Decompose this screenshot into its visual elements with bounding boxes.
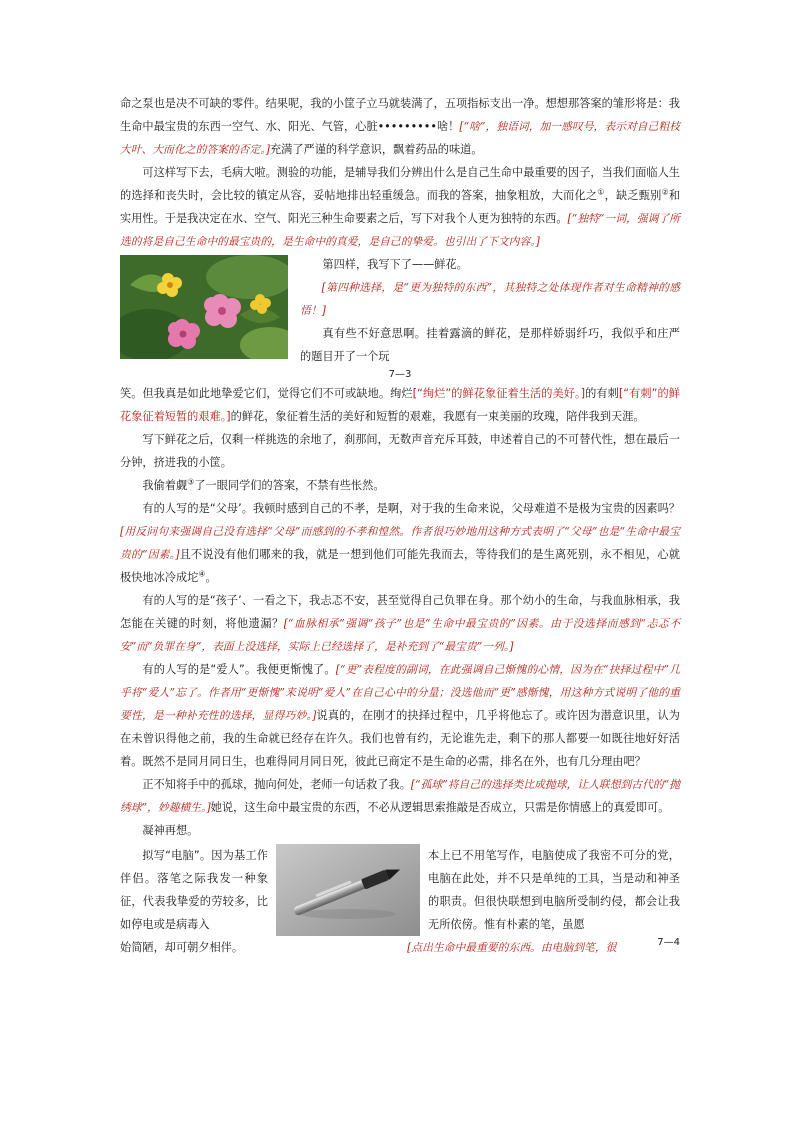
- paragraph-8: [120, 589, 680, 658]
- paragraph-10: [120, 773, 680, 819]
- annotation: [用反问句来强调自己没有选择“父母”而感到的不孝和惶然。作者很巧妙地用这种方式表明了“父母”也是“生命中最宝贵的”因素。]: [120, 525, 680, 561]
- paragraph-6: [120, 474, 680, 497]
- document-page: [120, 92, 680, 972]
- paragraph-5: 写下鲜花之后，仅剩一样挑选的余地了，刹那间，无数声音充斥耳鼓，申述着自己的不可替代性，想在最后一分钟，挤进我的小筐。: [120, 433, 680, 469]
- p4-text-c: 的有刺: [585, 387, 619, 400]
- page-number: 7—4: [657, 937, 680, 948]
- p2-text-b: ，缺乏甄别: [604, 189, 662, 202]
- p2-text-c: 和实用性。于是我决定在水、空气、阳光三种生命要素之后，写下对我个人更为独特的东西。: [120, 189, 681, 225]
- annotation: [“血脉相承”强调“孩子”也是“生命中最宝贵的”因素。由于没选择而感到“忐忑不安”而“负罪在身”，表面上没选择，实际上已经选择了，是补充到了“最宝贵”一列。]: [120, 617, 680, 653]
- p1-tail: 充满了严谨的科学意识，飘着药品的味道。: [269, 143, 483, 156]
- paragraph-11: 凝神再想。: [142, 824, 199, 837]
- paragraph-2: [120, 161, 680, 253]
- paragraph-4-start: 真有些不好意思啊。挂着露滴的鲜花，是那样娇弱纤巧，我似乎和庄严的题目开了一个玩: [300, 327, 680, 363]
- flowers-photo: [120, 255, 288, 359]
- annotation: [“孤球”将自己的选择类比成抛球，让人联想到古代的“抛绣球”，妙趣横生。]: [120, 778, 681, 814]
- p7-text-b: 且不说没有他们哪来的我，就是一想到他们可能先我而去，等待我们的是生离死别，永不相见，心就极快地冰冷成坨: [120, 548, 680, 584]
- pen-left-column: 拟写“电脑”。因为基工作伴侣。落笔之际我发一种象征，代表我挚爱的劳较多，比如停电或是病毒入: [120, 849, 268, 931]
- pen-photo: [276, 844, 420, 936]
- paragraph-3: 第四样，我写下了——鲜花。: [322, 258, 468, 271]
- annotation: [点出生命中最重要的东西。由电脑到笔，很: [407, 941, 617, 954]
- pen-right-column: [428, 844, 680, 950]
- annotation: [“独特”一词，强调了所选的将是自己生命中的最宝贵的，是生命中的真爱，是自己的挚爱。也引出了下文内容。]: [120, 212, 680, 248]
- annotation: [“更”表程度的副词，在此强调自己惭愧的心情，因为在“抉择过程中”几乎将“爱人”忘了。作者用“更惭愧”来说明“爱人”在自己心中的分量；没选他而“更”感惭愧，用这种方式说明了他的重要性，是一种补充性的选择，显得巧妙。]: [120, 663, 681, 722]
- annotation-p3: [第四种选择，是“更为独特的东西”，其独特之处体现作者对生命精神的感悟！]: [300, 281, 680, 317]
- pen-section: [120, 844, 680, 972]
- paragraph-7: [120, 497, 680, 589]
- p10-text-b: 她说，这生命中最宝贵的东西，不必从逻辑思索推敲是否成立，只需是你情感上的真爱即可。: [210, 801, 670, 814]
- p7-text-a: 有的人写的是“父母’。我顿时感到自己的不孝，是啊，对于我的生命来说，父母难道不是极为宝贵的因素吗？: [142, 502, 680, 515]
- p4-text-d: 的鲜花，象征着生活的美好和短暂的艰难，我愿有一束美丽的玫瑰，陪伴我到天涯。: [230, 410, 645, 423]
- p9-text-b: 说真的，在刚才的抉择过程中，几乎将他忘了。或许因为潜意识里，认为在未曾识得他之前，我的生命就已经存在许久。我们也曾有约，无论谁先走，剩下的那人都要一如既往地好好活着。既然不是同月同日生，也难得同月同日死，彼此已商定不是生命的必需，排名在外，也有几分理由吧？: [120, 709, 680, 768]
- annotation: [“有刺”的鲜花象征着短暂的艰难。]: [120, 387, 680, 423]
- footnote-mark: ④: [198, 569, 206, 579]
- pen-right-text: 本上已不用笔写作，电脑使成了我密不可分的党，电脑在此处，并不只是单纯的工具，当是动和神圣的职责。但很快联想到电脑所受制约侵，都会让我无所依傍。惟有朴素的笔，虽愿: [428, 849, 680, 931]
- footnote-mark: ②: [661, 187, 669, 197]
- paragraph-4-continued: [120, 382, 680, 428]
- p10-text-a: 正不知将手中的孤球，抛向何处，老师一句话救了我。: [142, 778, 411, 791]
- footnote-mark: ③: [187, 477, 195, 487]
- p6-text-a: 我偷着觑: [142, 479, 188, 492]
- annotation: [“绚烂”的鲜花象征着生活的美好。]: [412, 387, 586, 400]
- pen-bottom-text: 始简陋，却可朝夕相伴。: [120, 941, 244, 954]
- p4-text-b: 笑。但我真是如此地挚爱它们，觉得它们不可或缺地。绚烂: [120, 387, 413, 400]
- p8-text-a: 有的人写的是“孩子’、一看之下，我忐忑不安，甚至觉得自己负罪在身。那个幼小的生命，与我血脉相承，我怎能在关键的时刻，将他遗漏？: [120, 594, 680, 630]
- p1-text: 命之泵也是决不可缺的零件。结果呢，我的小筐子立马就装满了，五项指标支出一净。想想那答案的雏形将是：我生命中最宝贵的东西一空气、水、阳光、气管，心脏•••••••••啥！: [120, 97, 680, 133]
- p9-text-a: 有的人写的是“爱人”。我便更惭愧了。: [142, 663, 336, 676]
- p6-text-b: 了一眼同学们的答案，不禁有些怅然。: [194, 479, 385, 492]
- paragraph-1: [120, 92, 680, 161]
- p7-text-c: 。: [205, 571, 217, 584]
- flowers-image: [120, 255, 288, 359]
- pen-bottom-line: [120, 936, 680, 959]
- pen-image: [276, 844, 420, 936]
- paragraph-9: [120, 658, 680, 773]
- footnote-mark: ①: [597, 187, 605, 197]
- annotation: [“啥”，独语词，加一感叹号，表示对自己粗枝大叶、大而化之的答案的否定。]: [120, 120, 680, 156]
- page-number: 7—3: [388, 369, 412, 380]
- p2-text-a: 可这样写下去，毛病大啦。测验的功能，是辅导我们分辨出什么是自己生命中最重要的因子，当我们面临人生的选择和丧失时，会比较的镇定从容，妥帖地排出轻重缓急。而我的答案，抽象粗放，大而化之: [120, 166, 680, 202]
